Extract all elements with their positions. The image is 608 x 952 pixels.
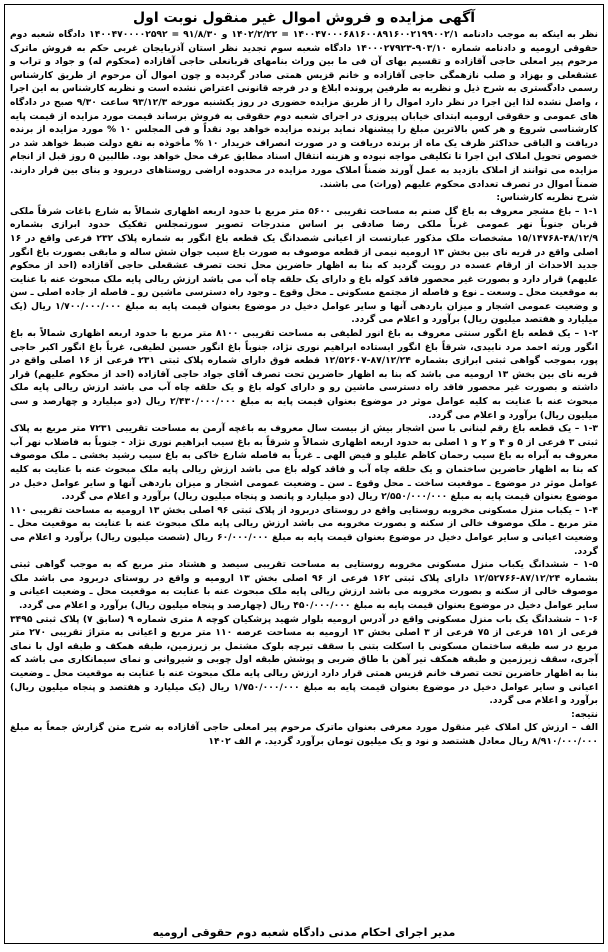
conclusion-text: الف – ارزش کل املاک غیر منقول مورد معرفی بعنوان ماترک مرحوم پیر امعلی حاجی آقازاده به شرح متن گزارش جمعاً به مبلغ ۸/۹۱۰/۰۰۰/۰۰۰ ریال معادل هشتصد و نود و یک میلیون تومان برآورد گردید. م الف ۱۴۰۲ [10, 722, 598, 747]
property-item-4: ۱-۴ – یکباب منزل مسکونی مخروبه روستایی واقع در روستای دربرود از پلاک ثبتی ۹۶ اصلی بخش ۱۳ ارومیه به مساحت تقریبی ۱۱۰ متر مربع ـ ملک موصوف خالی از سکنه و بصورت مخروبه می باشد ارزش ریالی پایه ملک مبحوث عنه با عنایت به موقعیت محل ـ وضعیت اعیانی و سایر عوامل دخیل در موضوع بعنوان قیمت پایه به مبلغ ۶۰/۰۰۰/۰۰۰ ریال (شصت میلیون ریال) برآورد و اعلام می گردد. [10, 504, 598, 557]
notice-intro: نظر به اینکه به موجب دادنامه ۱۴۰۰۴۷۰۰۰۶۸۱۶۰۰۸۹۱۶۰۰۲۱۹۹۰۰۲/۱ = ۱۴۰۲/۲/۲۲ و ۹۱/۸/۳۰ = ۱۴۰۰۴۷۰۰۰۰۲۵۹۲ دادگاه شعبه دوم حقوقی ارومیه و دادنامه شماره ۹۰۳/۱۰-۱۴۰۰۰۲۷۹۲۳ دادگاه شعبه سوم تجدید نظر استان آذربایجان غربی حکم به فروش ماترک مرحوم پیر امعلی حاجی آقازاده و تقسیم بهای آن فی ما بین وراث بنامهای قربانعلی حاجی آقازاده (محکوم له) و جواد و تراب و عشقعلی و بهزاد و صلب نازهمگی حاجی آقازاده و خانم قزیس همتی صادر گردیده و چون اموال آن مرحوم از طریق کارشناس رسمی دادگستری به شرح ذیل و نظریه به طرفین پرونده ابلاغ و در فرجه قانونی اعتراض نشده است و نظریه کارشناس به این اجرا ، واصل نشده لذا این اجرا در نظر دارد اموال را از طریق مزایده حضوری در روز یکشنبه مورخه ۹۳/۱۲/۳ ساعت ۹/۳۰ صبح در دادگاه های عمومی و حقوقی ارومیه ابتدای خیابان پیروزی در اجرای شعبه دوم حقوقی به فروش برساند قیمت مورد مزایده از قیمت پایه کارشناسی شروع و هر کس بالاترین مبلغ را پیشنهاد نماید برنده مزایده خواهد بود نقداً و فی المجلس ۱۰ % مورد مزایده از برنده دریافت و الباقی حداکثر ظرف یک ماه از برنده دریافت و در صورت انصراف خریدار ۱۰ % مأخوذه به نفع دولت ضبط خواهد شد در خصوص تحویل املاک این اجرا تا تکلیفی مواجه نبوده و هزینه انتقال اسناد مطابق عرف محل خواهد بود. طالبین ۵ روز قبل از انجام مزایده می توانند از املاک بازدید به عمل آورند ضمناً املاک مورد مزایده در محدوده اراضی روستاهای دربرود و بنای بین قرار دارند. ضمناً اموال در تصرف تعدادی محکوم علیهم (وراث) می باشند. [10, 29, 599, 190]
property-item-2: ۱-۲ – یک قطعه باغ انگور سنتی معروف به باغ انور لطیفی به مساحت تقریبی ۸۱۰۰ متر مربع با حدود اربعه اظهاری شمالاً به باغ انگور ورثه احمد مرد نابیدی، شرقاً باغ انگور ایستاده ابراهیم نوری نژاد، جنوباً باغ انگور حسین لطیفی، غرباً باغ انگور اکبر حاجی پور، بموجب گواهی ثبتی ابرازی بشماره ۸۷/۱۲/۲۴-۱۲/۵۲۶۰۷ قطعه فوق دارای شماره پلاک ثبتی ۲۳۱ فرعی از ۱۶ اصلی واقع در قریه نای بین بخش ۱۳ ارومیه می باشد که بنا به اظهار حاضرین تحت تصرف آقای جواد حاجی آقازاده (احد از محکوم علیهم) قرار داشته و بصورت غیر محصور فاقد راه دسترسی ماشین رو و دارای کوله باغ و یک حلقه چاه آب می باشد ارزش ریالی پایه ملک مبحوث عنه با عنایت به کلیه عوامل موثر در موضوع بعنوان قیمت پایه به مبلغ ۲/۴۳۰/۰۰۰/۰۰۰ ریال (دو میلیارد و چهارصد و سی میلیون ریال) برآورد و اعلام می گردد. [10, 328, 599, 421]
property-item-1: ۱-۱ – باغ مشجر معروف به باغ گل صنم به مساحت تقریبی ۵۶۰۰ متر مربع با حدود اربعه اظهاری شمالاً به شارع باغات شرقاً ملکی قربان جنوباً نهر عمومی غرباً ملکی رضا صادقی بر اساس مندرجات تصویر سورتمجلس تفکیک حدود ابرازی بشماره ۴۸/۱۲/۹-۱۵/۱۴۷۶۸ مشخصات ملک مذکور عبارتست از اعیانی شصدانگ یک قطعه باغ انگور به شماره پلاک ۲۳۲ فرعی واقع در ۱۶ اصلی واقع در قریه نای بین بخش ۱۳ ارومیه نیمی از قطعه موصوف به صورت باغ سیب جوان شش ساله و مابقی بصورت باغ انگور جدید الاحداث از ارقام عسده در رویت گردید که بنا به اظهار حاضرین محل تحت تصرف عشقعلی حاجی آقازاده (احد از محکوم علیهم) قرار دارد و بصورت غیر محصور فاقد کوله باغ و دارای یک حلقه چاه آب می باشد ارزش ریالی پایه ملک مبحوث عنه با عنایت به موقعیت محل ـ وسعت ـ نوع و فاصله از مجتمع مسکونی ـ محل وقوع ـ وجود راه دسترسی ماشین رو ـ فاصله از جاده اصلی ـ سن و وضعیت عمومی اشجار و میزان باردهی آنها و سایر عوامل دخیل در موضوع بعنوان قیمت پایه به مبلغ ۱/۷۰۰/۰۰۰/۰۰۰ ریال (یک میلیارد و هفتصد میلیون ریال) برآورد و اعلام می گردد. [10, 205, 598, 326]
conclusion-heading: نتیجه: [571, 708, 598, 720]
property-item-3: ۱-۳ – یک قطعه باغ رقم لبنانی با سن اشجار بیش از بیست سال معروف به باغچه آرمن به مساحت تقریبی ۷۲۳۱ متر مربع به پلاک ثبتی ۳ فرعی از ۵ و ۴ و ۲ و ۱ اصلی به حدود اربعه اظهاری شمالاً و شرقاً به باغ سیب ابراهیم نوری نژاد - جنوباً به فاضلاب نهر آب معروف به آبراه به باغ سیب رحمان کاظم علیلو و فیض الهی ـ غرباً به فاصله شارع خاکی به باغ سیب رشید بخشی ـ ملک موصوف که بنا به اظهار حاضرین ساختمان و یک حلقه چاه آب و فاقد کوله باغ می باشد ارزش ریالی پایه ملک مبحوث عنه با عنایت به کلیه عوامل موثر در موضوع ـ موقعیت ساخت ـ محل وقوع ـ سن ـ وضعیت عمومی اشجار و میزان باردهی آنها و سایر عوامل دخیل در موضوع بعنوان قیمت پایه به مبلغ ۲/۵۵۰/۰۰۰/۰۰۰ ریال (دو میلیارد و پانصد و پنجاه میلیون ریال) برآورد و اعلام می گردد. [10, 423, 598, 503]
expert-opinion-heading: شرح نظریه کارشناس: [496, 192, 598, 204]
notice-title: آگهی مزایده و فروش اموال غیر منقول نوبت اول [132, 10, 476, 26]
property-item-5: ۱-۵ – ششدانگ یکباب منزل مسکونی مخروبه روستایی به مساحت تقریبی سیصد و هشتاد متر مربع که به موجب گواهی ثبتی بشماره ۸۷/۱۲/۲۴-۱۲/۵۲۷۶۶ دارای پلاک ثبتی ۱۶۲ فرعی از ۹۶ اصلی بخش ۱۳ ارومیه و واقع در روستای دربرود می باشد ملک موصوف خالی از سکنه و بصورت مخروبه می باشد ارزش ریالی پایه ملک مبحوث عنه با عنایت به موقعیت محل ـ وضعیت اعیانی و سایر عوامل دخیل در موضوع بعنوان قیمت پایه به مبلغ ۴۵۰/۰۰۰/۰۰۰ ریال (چهارصد و پنجاه میلیون ریال) برآورد و اعلام می گردد. [10, 559, 598, 611]
auction-notice [4, 4, 604, 944]
signature-footer: مدیر اجرای احکام مدنی دادگاه شعبه دوم حقوقی ارومیه [152, 926, 456, 939]
property-item-6: ۱-۶ – ششدانگ یک باب منزل مسکونی واقع در آدرس ارومیه بلوار شهید پزشکیان کوچه ۸ متری شماره ۹ (سابق ۷) پلاک ثبتی ۳۴۹۵ فرعی از ۱۵۱ فرعی از ۷۵ فرعی از ۳ اصلی بخش ۱۳ ارومیه به مساحت عرصه ۱۱۰ متر مربع و اعیانی به متراژ تقریبی ۲۷۰ متر مربع در سه طبقه ساختمان مسکونی با اسکلت بتنی با سقف تیرچه بلوک مشتمل بر زیرزمین، طبقه همکف و طبقه اول با نمای آجری، سقف زیرزمین و طبقه همکف تیر آهن با طاق ضربی و پوشش طبقه اول چوبی و شیروانی و نمای سیمانکاری می باشد که بنا به اظهار حاضرین تحت تصرف خانم قزیس همتی قرار دارد ارزش ریالی پایه ملک مبحوث عنه با عنایت به موقعیت محل ـ وضعیت اعیانی و سایر عوامل دخیل در موضوع بعنوان قیمت پایه به مبلغ ۱/۷۵۰/۰۰۰/۰۰۰ ریال (یک میلیارد و هفتصد و پنجاه میلیون ریال) برآورد و اعلام می گردد. [10, 613, 599, 707]
